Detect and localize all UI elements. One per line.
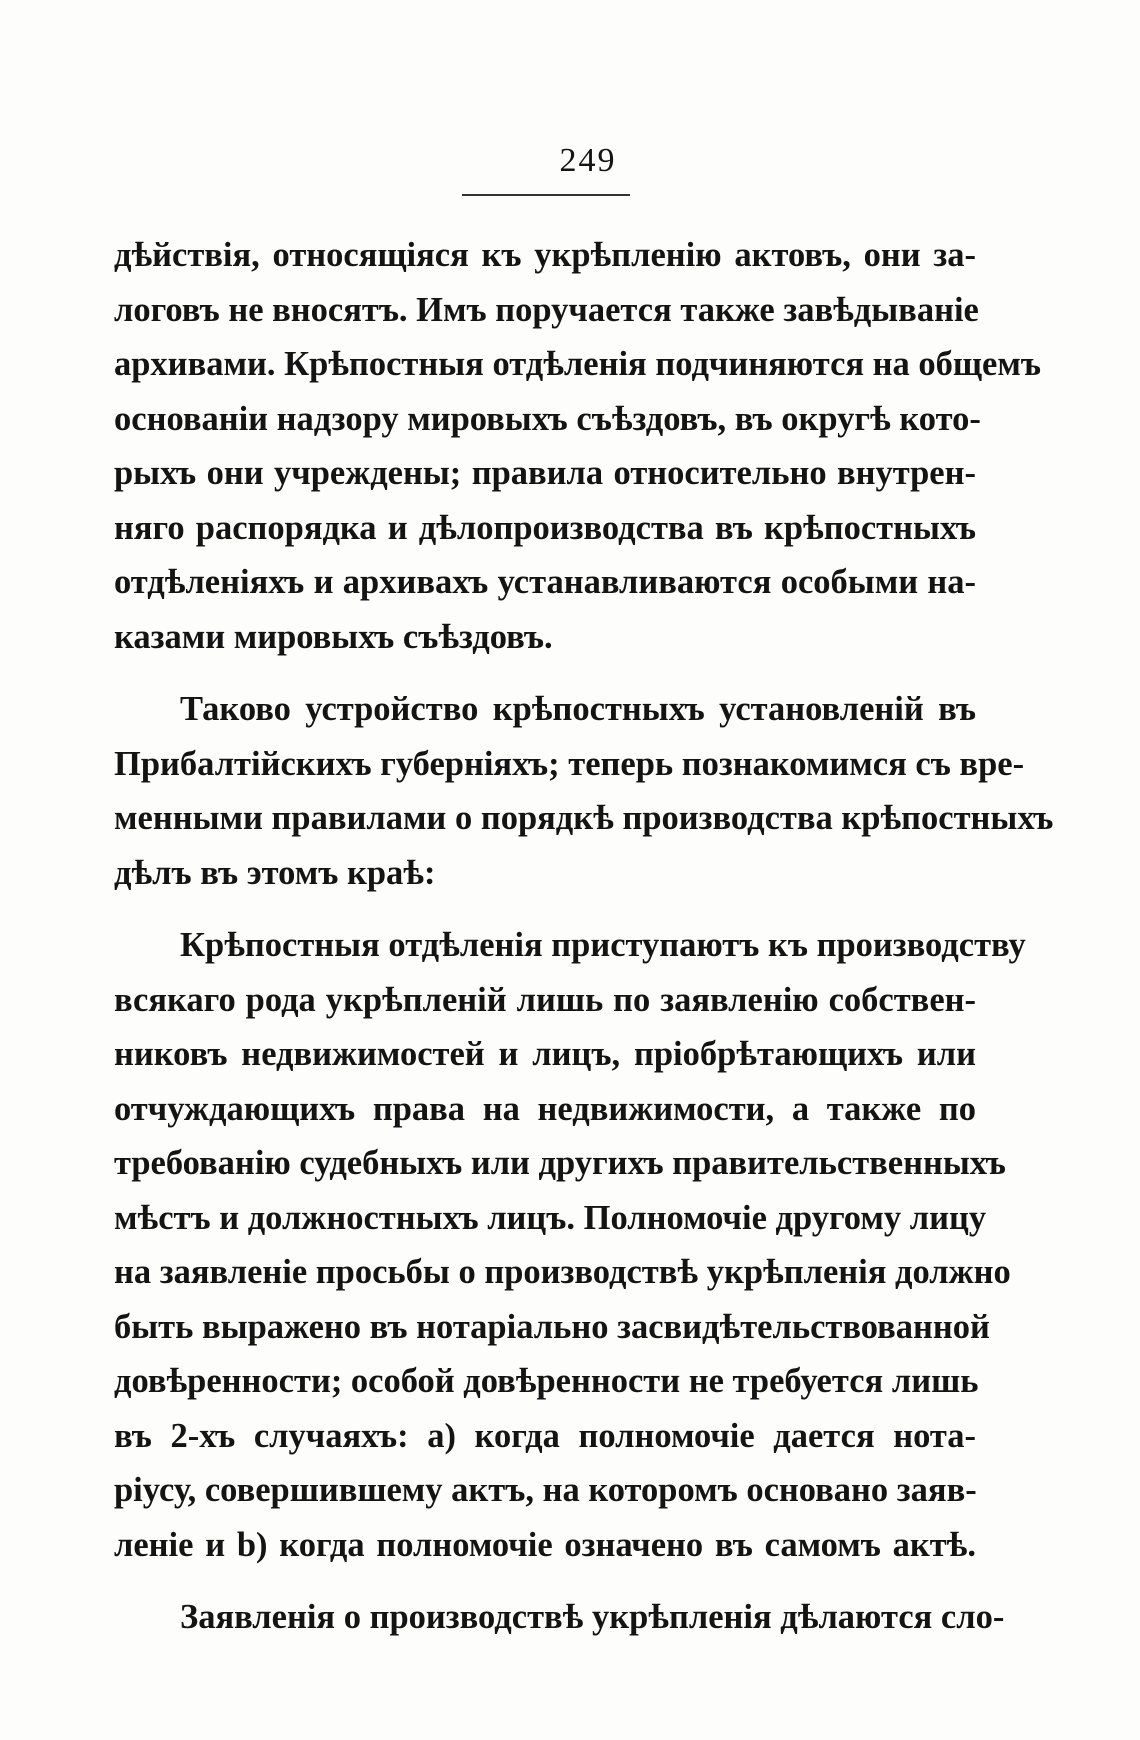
text-line: Крѣпостныя отдѣленія приступаютъ къ производству (180, 926, 1026, 964)
text-line: менными правилами о порядкѣ производства крѣпостныхъ (114, 799, 1054, 837)
text-line: основаніи надзору мировыхъ съѣздовъ, въ округѣ кото- (114, 399, 981, 438)
text-line: всякаго рода укрѣпленій лишь по заявленію собствен- (114, 980, 976, 1019)
page-number: 249 (559, 142, 617, 179)
body-text (114, 228, 1054, 1645)
text-line: довѣренности; особой довѣренности не требуется лишь (114, 1362, 979, 1400)
paragraph (114, 228, 1041, 664)
paragraph (114, 682, 1054, 900)
text-line: Заявленія о производствѣ укрѣпленія дѣлаются сло- (180, 1598, 1005, 1636)
text-line: логовъ не вносятъ. Имъ поручается также завѣдываніе (114, 290, 979, 329)
text-line: въ 2-хъ случаяхъ: a) когда полномочіе дается нота- (114, 1416, 976, 1455)
text-line: быть выражено въ нотаріально засвидѣтельствованной (114, 1307, 990, 1346)
text-line: никовъ недвижимостей и лицъ, пріобрѣтающихъ или (114, 1035, 976, 1073)
text-line: отдѣленіяхъ и архивахъ устанавливаются особыми на- (114, 563, 976, 601)
text-line: Таково устройство крѣпостныхъ установленій въ (180, 690, 976, 728)
text-line: мѣстъ и должностныхъ лицъ. Полномочіе другому лицу (114, 1198, 987, 1237)
text-line: казами мировыхъ съѣздовъ. (114, 617, 553, 656)
text-line: ріусу, совершившему актъ, на которомъ основано заяв- (114, 1471, 977, 1509)
text-line: отчуждающихъ права на недвижимости, а также по (114, 1089, 976, 1128)
paragraph (114, 918, 1026, 1572)
text-line: леніе и b) когда полномочіе означено въ самомъ актѣ. (114, 1525, 976, 1564)
text-line: няго распорядка и дѣлопроизводства въ крѣпостныхъ (114, 508, 976, 547)
page-number-underline (462, 194, 630, 196)
text-line: дѣйствія, относящіяся къ укрѣпленію актовъ, они за- (114, 236, 976, 274)
text-line: требованію судебныхъ или другихъ правительственныхъ (114, 1144, 1006, 1182)
text-line: дѣлъ въ этомъ краѣ: (114, 853, 436, 892)
text-line: Прибалтійскихъ губерніяхъ; теперь познакомимся съ вре- (114, 744, 1025, 783)
text-line: на заявленіе просьбы о производствѣ укрѣпленія должно (114, 1253, 1011, 1291)
paragraph (114, 1590, 1005, 1645)
text-line: архивами. Крѣпостныя отдѣленія подчиняются на общемъ (114, 345, 1041, 383)
text-line: рыхъ они учреждены; правила относительно внутрен- (114, 454, 976, 492)
